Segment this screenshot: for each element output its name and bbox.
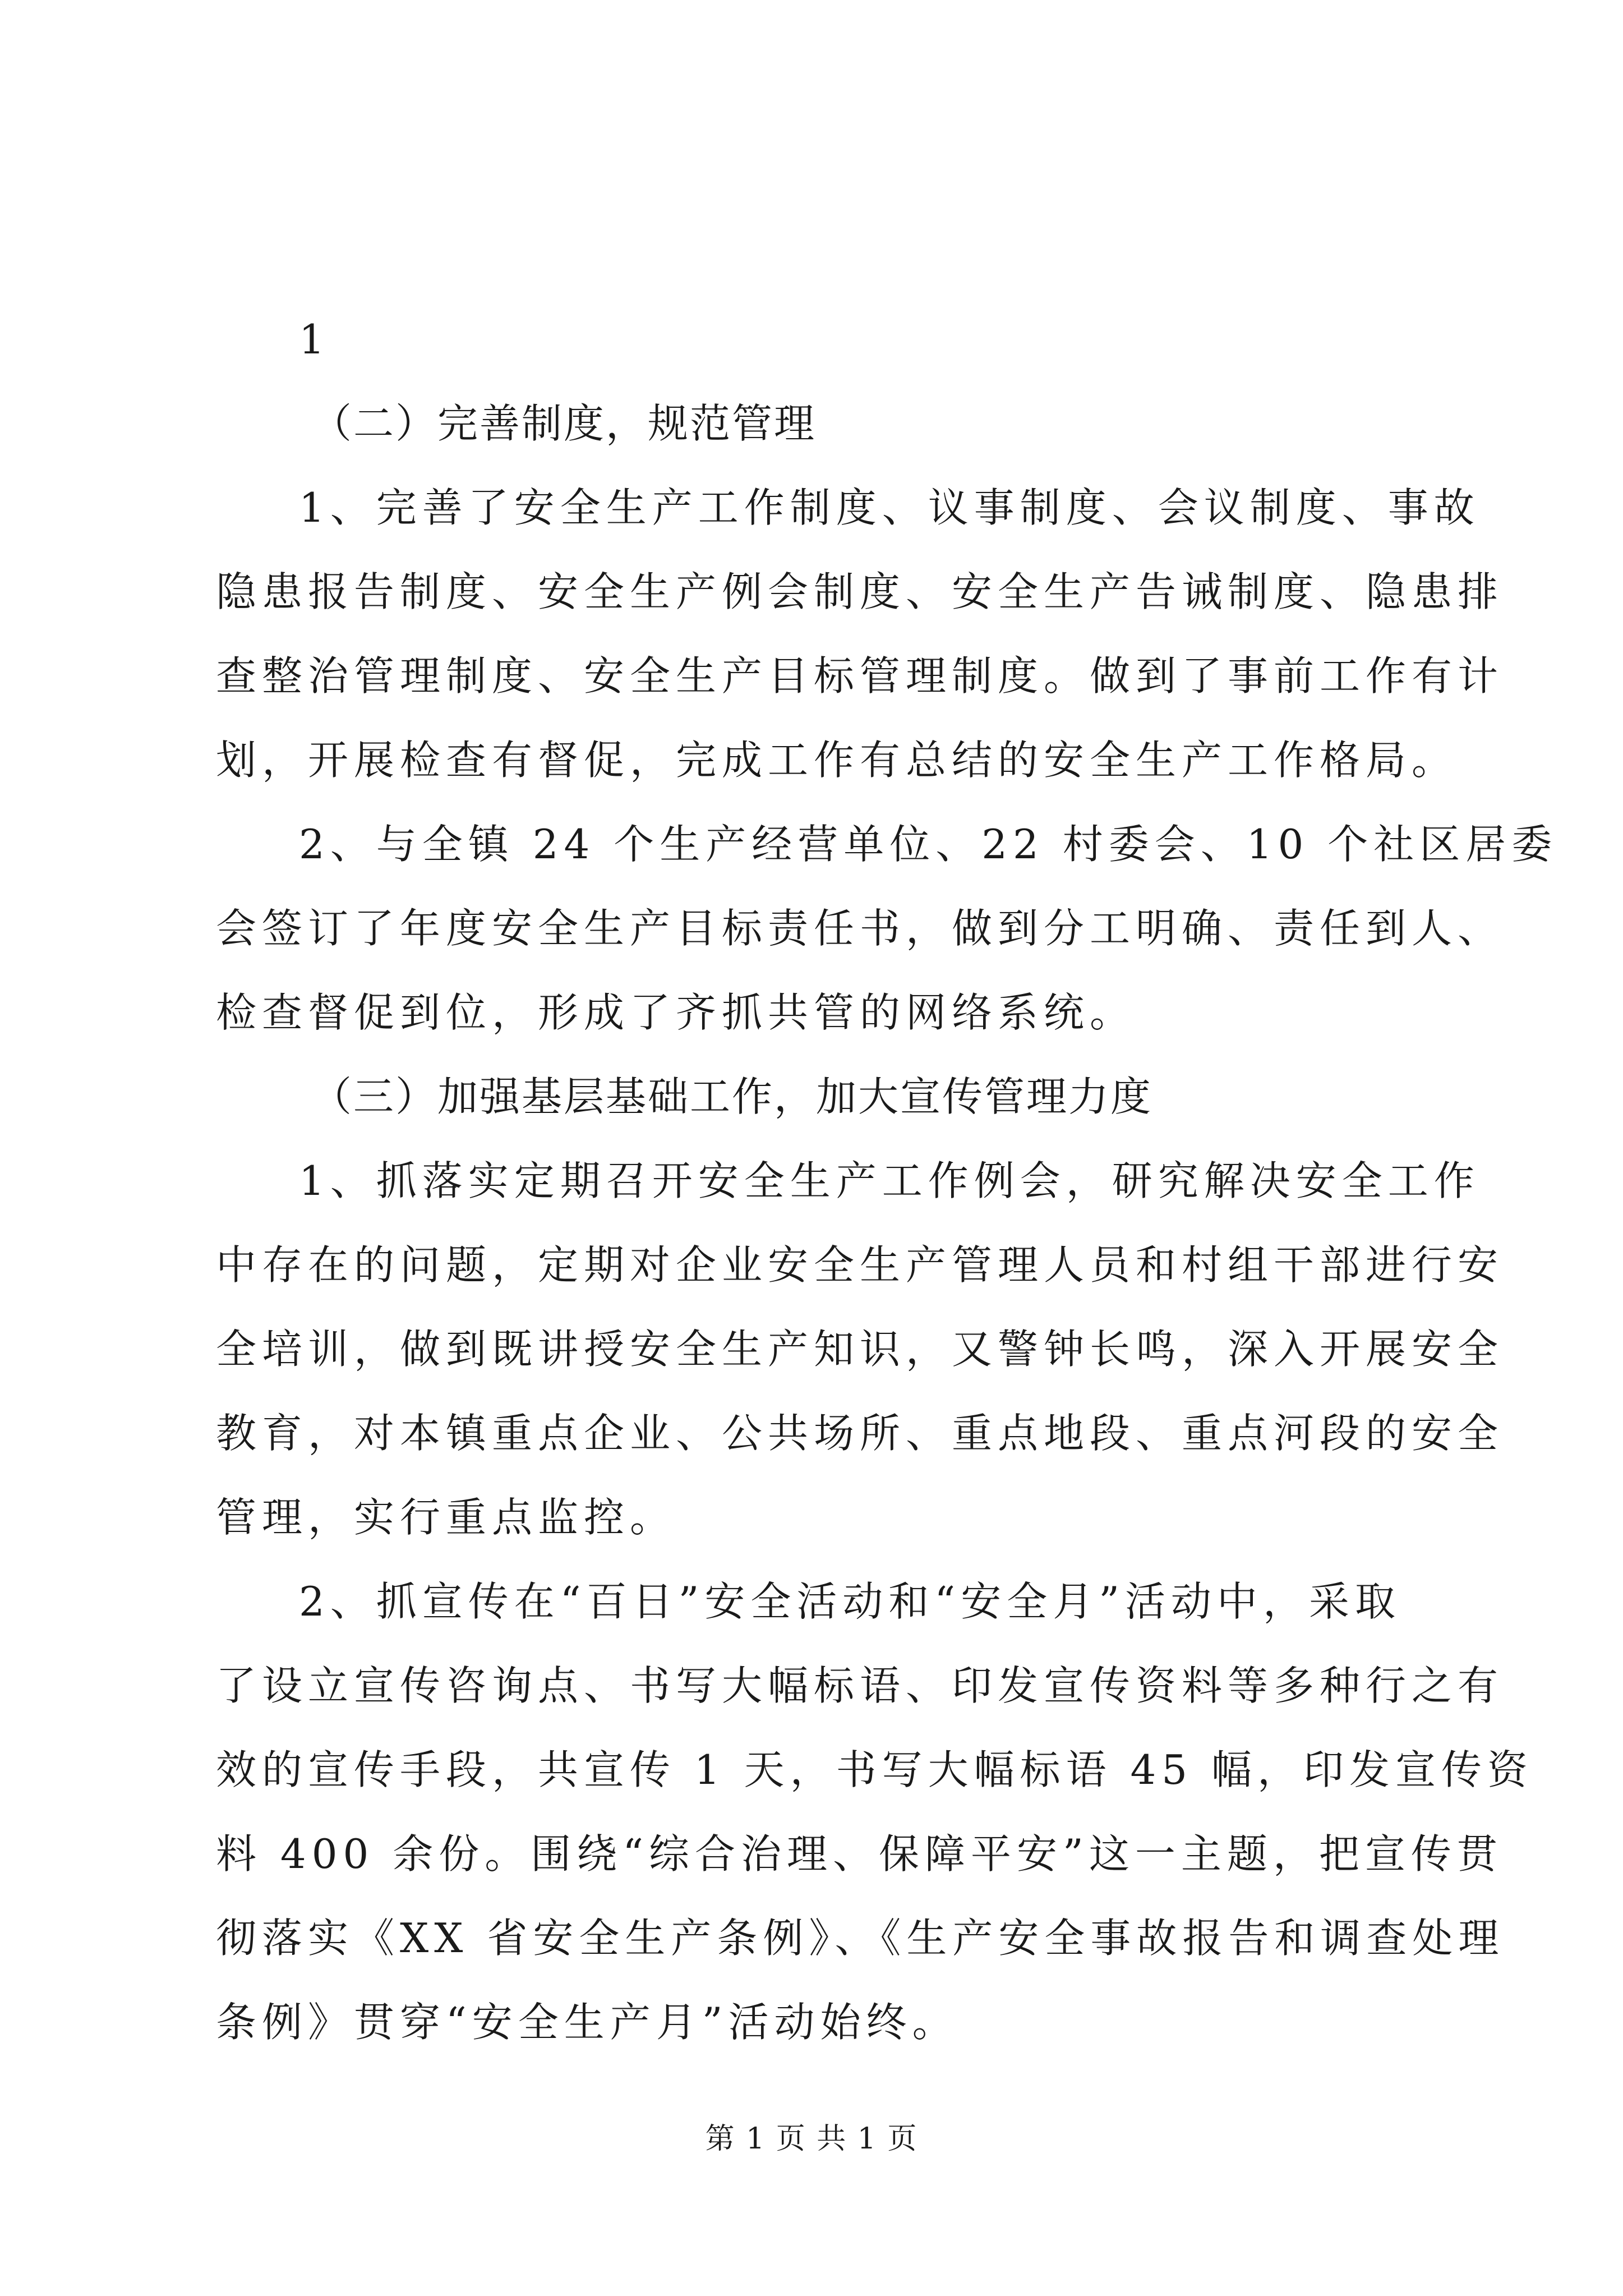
document-body [216, 297, 1558, 2064]
text-line: 全培训，做到既讲授安全生产知识，又警钟长鸣，深入开展安全 [216, 1326, 1504, 1373]
text-line: 会签订了年度安全生产目标责任书，做到分工明确、责任到人、 [216, 905, 1504, 952]
page-marker: 1 [299, 316, 326, 363]
text-line: 隐患报告制度、安全生产例会制度、安全生产告诫制度、隐患排 [216, 568, 1504, 615]
text-line: 料 400 余份。围绕“综合治理、保障平安”这一主题，把宣传贯 [216, 1830, 1503, 1878]
text-line: 了设立宣传咨询点、书写大幅标语、印发宣传资料等多种行之有 [216, 1662, 1504, 1709]
text-line: 效的宣传手段，共宣传 1 天，书写大幅标语 45 幅，印发宣传资 [216, 1746, 1533, 1793]
text-line: 2、抓宣传在“百日”安全活动和“安全月”活动中，采取 [299, 1578, 1401, 1625]
section-heading-3: （三）加强基层基础工作，加大宣传管理力度 [311, 1073, 1153, 1120]
paragraph-2-2 [216, 802, 1558, 1055]
paragraph-2-1 [216, 466, 1504, 802]
text-line: 划，开展检查有督促，完成工作有总结的安全生产工作格局。 [216, 737, 1458, 784]
page-footer: 第 1 页 共 1 页 [705, 2122, 918, 2156]
paragraph-3-1 [216, 1139, 1504, 1559]
text-line: 检查督促到位，形成了齐抓共管的网络系统。 [216, 989, 1136, 1036]
text-line: 中存在的问题，定期对企业安全生产管理人员和村组干部进行安 [216, 1241, 1504, 1289]
text-line: 1、完善了安全生产工作制度、议事制度、会议制度、事故 [299, 484, 1480, 531]
text-line: 1、抓落实定期召开安全生产工作例会，研究解决安全工作 [299, 1157, 1480, 1204]
text-line: 2、与全镇 24 个生产经营单位、22 村委会、10 个社区居委 [299, 821, 1558, 868]
paragraph-3-2 [216, 1559, 1533, 2064]
section-heading-2: （二）完善制度，规范管理 [311, 400, 817, 447]
text-line: 管理，实行重点监控。 [216, 1494, 676, 1541]
text-line: 教育，对本镇重点企业、公共场所、重点地段、重点河段的安全 [216, 1410, 1504, 1457]
text-line: 条例》贯穿“安全生产月”活动始终。 [216, 1999, 958, 2046]
text-line: 彻落实《XX 省安全生产条例》、《生产安全事故报告和调查处理 [216, 1915, 1505, 1962]
text-line: 查整治管理制度、安全生产目标管理制度。做到了事前工作有计 [216, 652, 1504, 700]
